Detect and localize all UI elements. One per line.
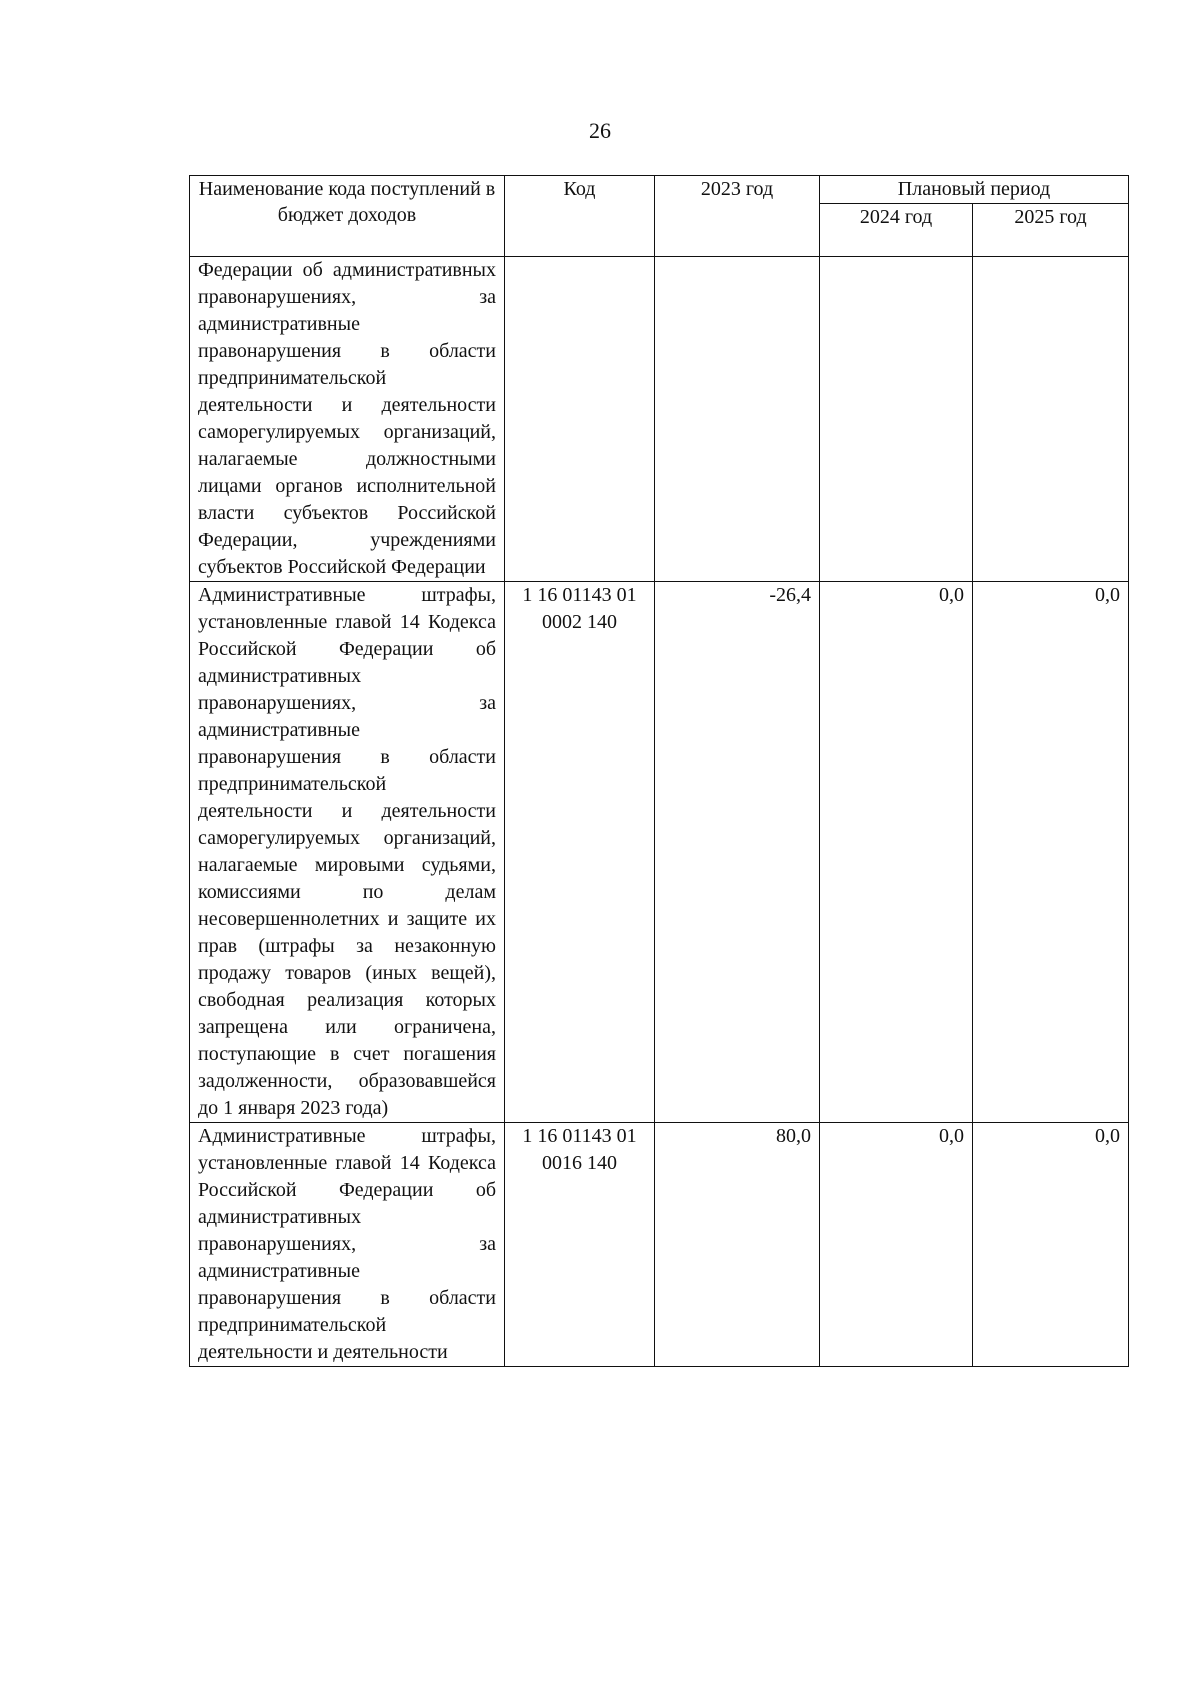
row-value-2024: [820, 257, 973, 582]
row-value-2025: 0,0: [973, 582, 1129, 1123]
header-name: Наименование кода поступлений в бюджет доходов: [190, 176, 505, 257]
row-value-2024: 0,0: [820, 582, 973, 1123]
row-value-2023: 80,0: [655, 1123, 820, 1367]
row-value-2025: 0,0: [973, 1123, 1129, 1367]
header-2024: 2024 год: [820, 204, 973, 257]
row-name: Федерации об административных правонарушениях, за административные правонарушения в области предпринимательской деятельности и деятельности саморегулируемых организаций, налагаемые должностными лицами органов исполнительной власти субъектов Российской Федерации, учреждениями субъектов Российской Федерации: [190, 257, 505, 582]
row-value-2024: 0,0: [820, 1123, 973, 1367]
row-value-2025: [973, 257, 1129, 582]
page-number: 26: [589, 118, 611, 143]
table-row: [190, 1123, 1129, 1367]
header-2025: 2025 год: [973, 204, 1129, 257]
table-row: [190, 257, 1129, 582]
revenue-table: [189, 175, 1129, 1367]
header-planned-period: Плановый период: [820, 176, 1129, 204]
row-value-2023: [655, 257, 820, 582]
header-code: Код: [505, 176, 655, 257]
table-row: [190, 582, 1129, 1123]
row-code: [505, 257, 655, 582]
row-code: 1 16 01143 01 0016 140: [505, 1123, 655, 1367]
header-2023: 2023 год: [655, 176, 820, 257]
row-name: Административные штрафы, установленные главой 14 Кодекса Российской Федерации об административных правонарушениях, за административные правонарушения в области предпринимательской деятельности и деятельности: [190, 1123, 505, 1367]
row-value-2023: -26,4: [655, 582, 820, 1123]
row-code: 1 16 01143 01 0002 140: [505, 582, 655, 1123]
row-name: Административные штрафы, установленные главой 14 Кодекса Российской Федерации об административных правонарушениях, за административные правонарушения в области предпринимательской деятельности и деятельности саморегулируемых организаций, налагаемые мировыми судьями, комиссиями по делам несовершеннолетних и защите их прав (штрафы за незаконную продажу товаров (иных вещей), свободная реализация которых запрещена или ограничена, поступающие в счет погашения задолженности, образовавшейся до 1 января 2023 года): [190, 582, 505, 1123]
